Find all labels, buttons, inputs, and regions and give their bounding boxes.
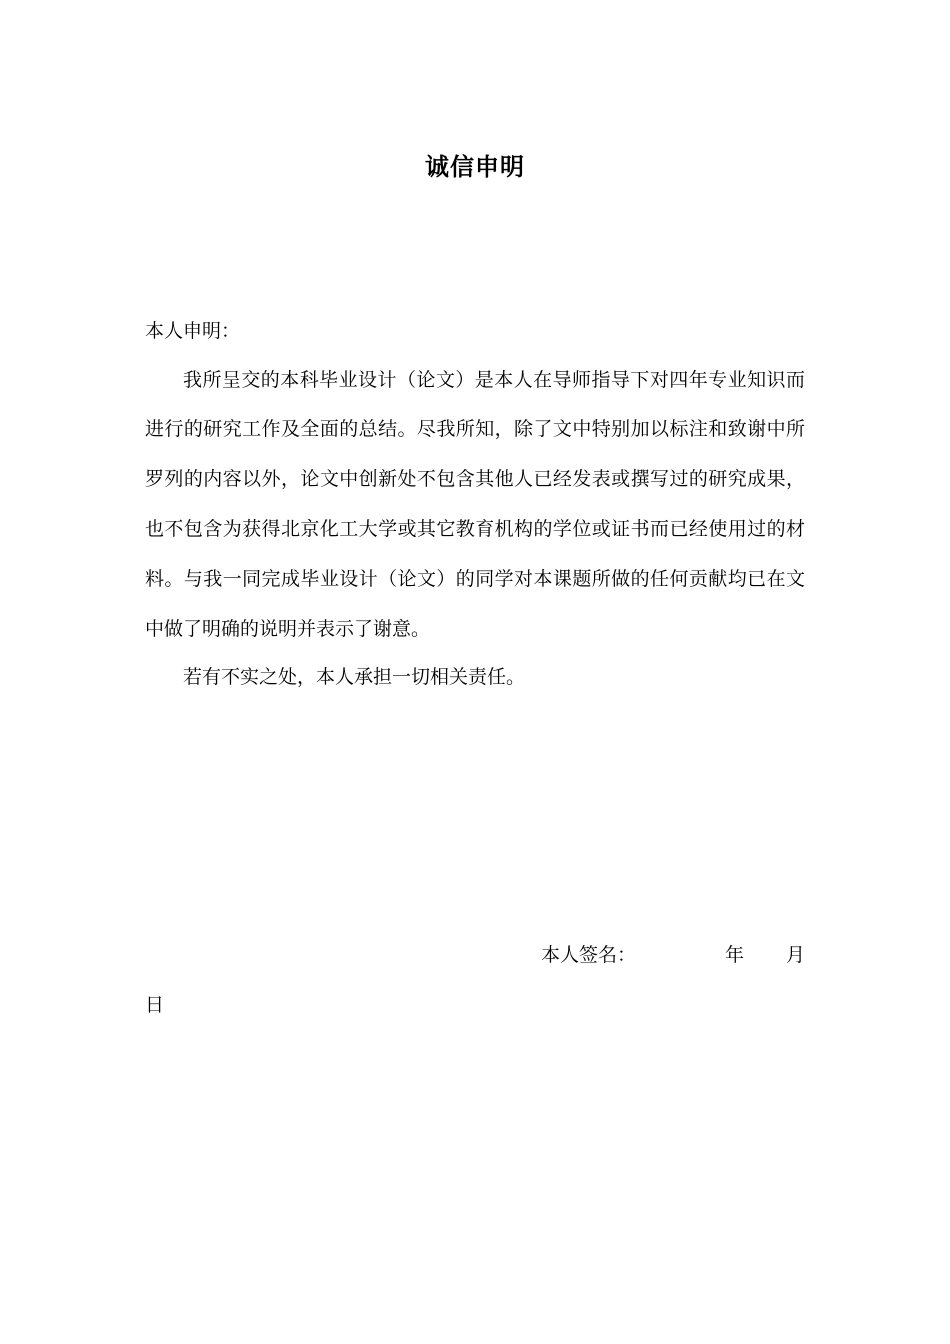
responsibility-statement: 若有不实之处，本人承担一切相关责任。	[183, 666, 526, 688]
signature-year: 年	[725, 944, 745, 966]
paragraph-line-6: 中做了明确的说明并表示了谢意。	[145, 618, 431, 640]
signature-month: 月	[786, 944, 806, 966]
paragraph-line-3: 罗列的内容以外，论文中创新处不包含其他人已经发表或撰写过的研究成果，	[145, 468, 805, 490]
salutation: 本人申明：	[145, 320, 241, 342]
paragraph-line-4: 也不包含为获得北京化工大学或其它教育机构的学位或证书而已经使用过的材	[145, 518, 805, 540]
paragraph-line-1: 我所呈交的本科毕业设计（论文）是本人在导师指导下对四年专业知识而	[183, 369, 805, 391]
page-title: 诚信申明	[425, 153, 525, 181]
paragraph-line-2: 进行的研究工作及全面的总结。尽我所知，除了文中特别加以标注和致谢中所	[145, 418, 805, 440]
paragraph-line-5: 料。与我一同完成毕业设计（论文）的同学对本课题所做的任何贡献均已在文	[145, 568, 805, 590]
signature-label: 本人签名：	[541, 944, 637, 966]
signature-day: 日	[145, 994, 165, 1016]
